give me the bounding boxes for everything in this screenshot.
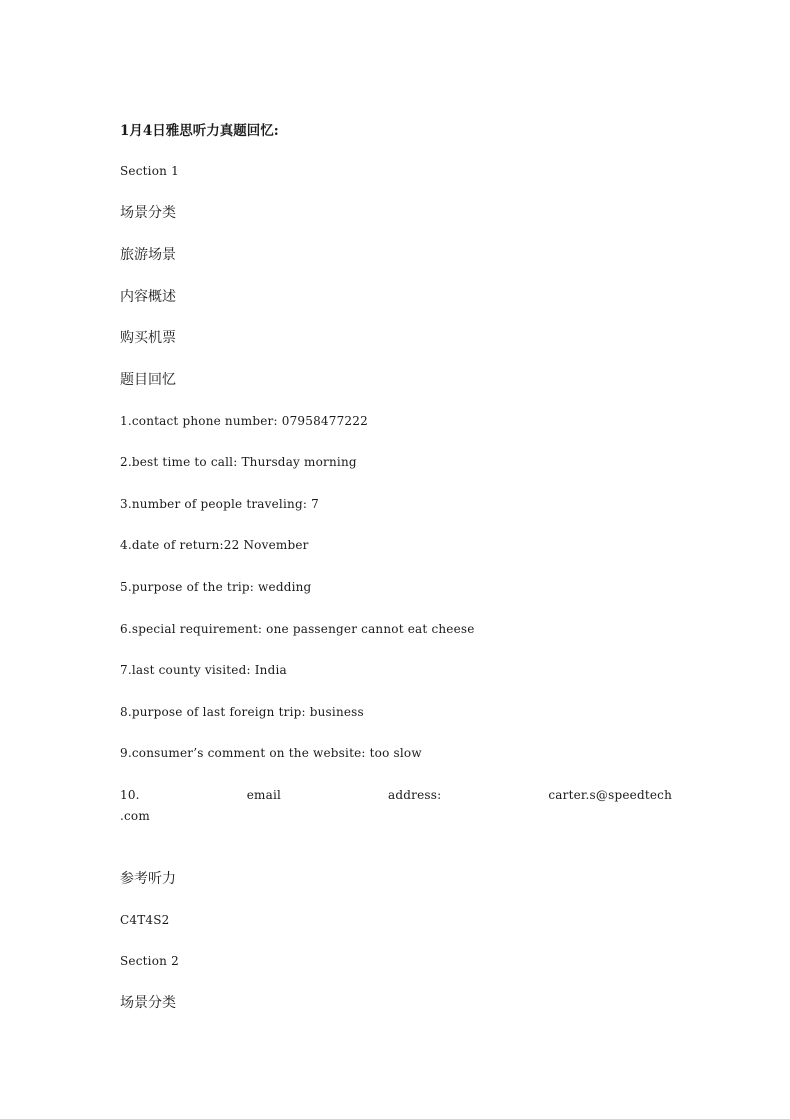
content-overview-heading: 内容概述 [120, 289, 176, 305]
question-item-3: 3.number of people traveling: 7 [120, 497, 319, 511]
section1-label: Section 1 [120, 164, 179, 178]
question-item-5: 5.purpose of the trip: wedding [120, 580, 312, 594]
item10-value-continuation: .com [120, 809, 150, 823]
question-item-8: 8.purpose of last foreign trip: business [120, 705, 364, 719]
question-item-1: 1.contact phone number: 07958477222 [120, 414, 368, 428]
scene-category-heading: 场景分类 [120, 205, 176, 221]
question-recall-heading: 题目回忆 [120, 372, 176, 388]
question-item-9: 9.consumer’s comment on the website: too slow [120, 746, 422, 760]
section2-scene-heading: 场景分类 [120, 995, 176, 1011]
item10-word-email: email [246, 788, 282, 802]
item10-value: carter.s@speedtech [548, 788, 672, 802]
section2-label: Section 2 [120, 954, 179, 968]
question-item-2: 2.best time to call: Thursday morning [120, 455, 357, 469]
reference-value: C4T4S2 [120, 913, 170, 927]
question-item-4: 4.date of return:22 November [120, 538, 309, 552]
document-title: 1月4日雅思听力真题回忆: [120, 123, 279, 139]
reference-heading: 参考听力 [120, 871, 176, 887]
content-overview-value: 购买机票 [120, 330, 176, 346]
question-item-10 [120, 788, 672, 802]
question-item-7: 7.last county visited: India [120, 663, 287, 677]
item10-number: 10. [120, 788, 140, 802]
question-item-6: 6.special requirement: one passenger cannot eat cheese [120, 622, 475, 636]
item10-word-address: address: [388, 788, 442, 802]
scene-category-value: 旅游场景 [120, 247, 176, 263]
